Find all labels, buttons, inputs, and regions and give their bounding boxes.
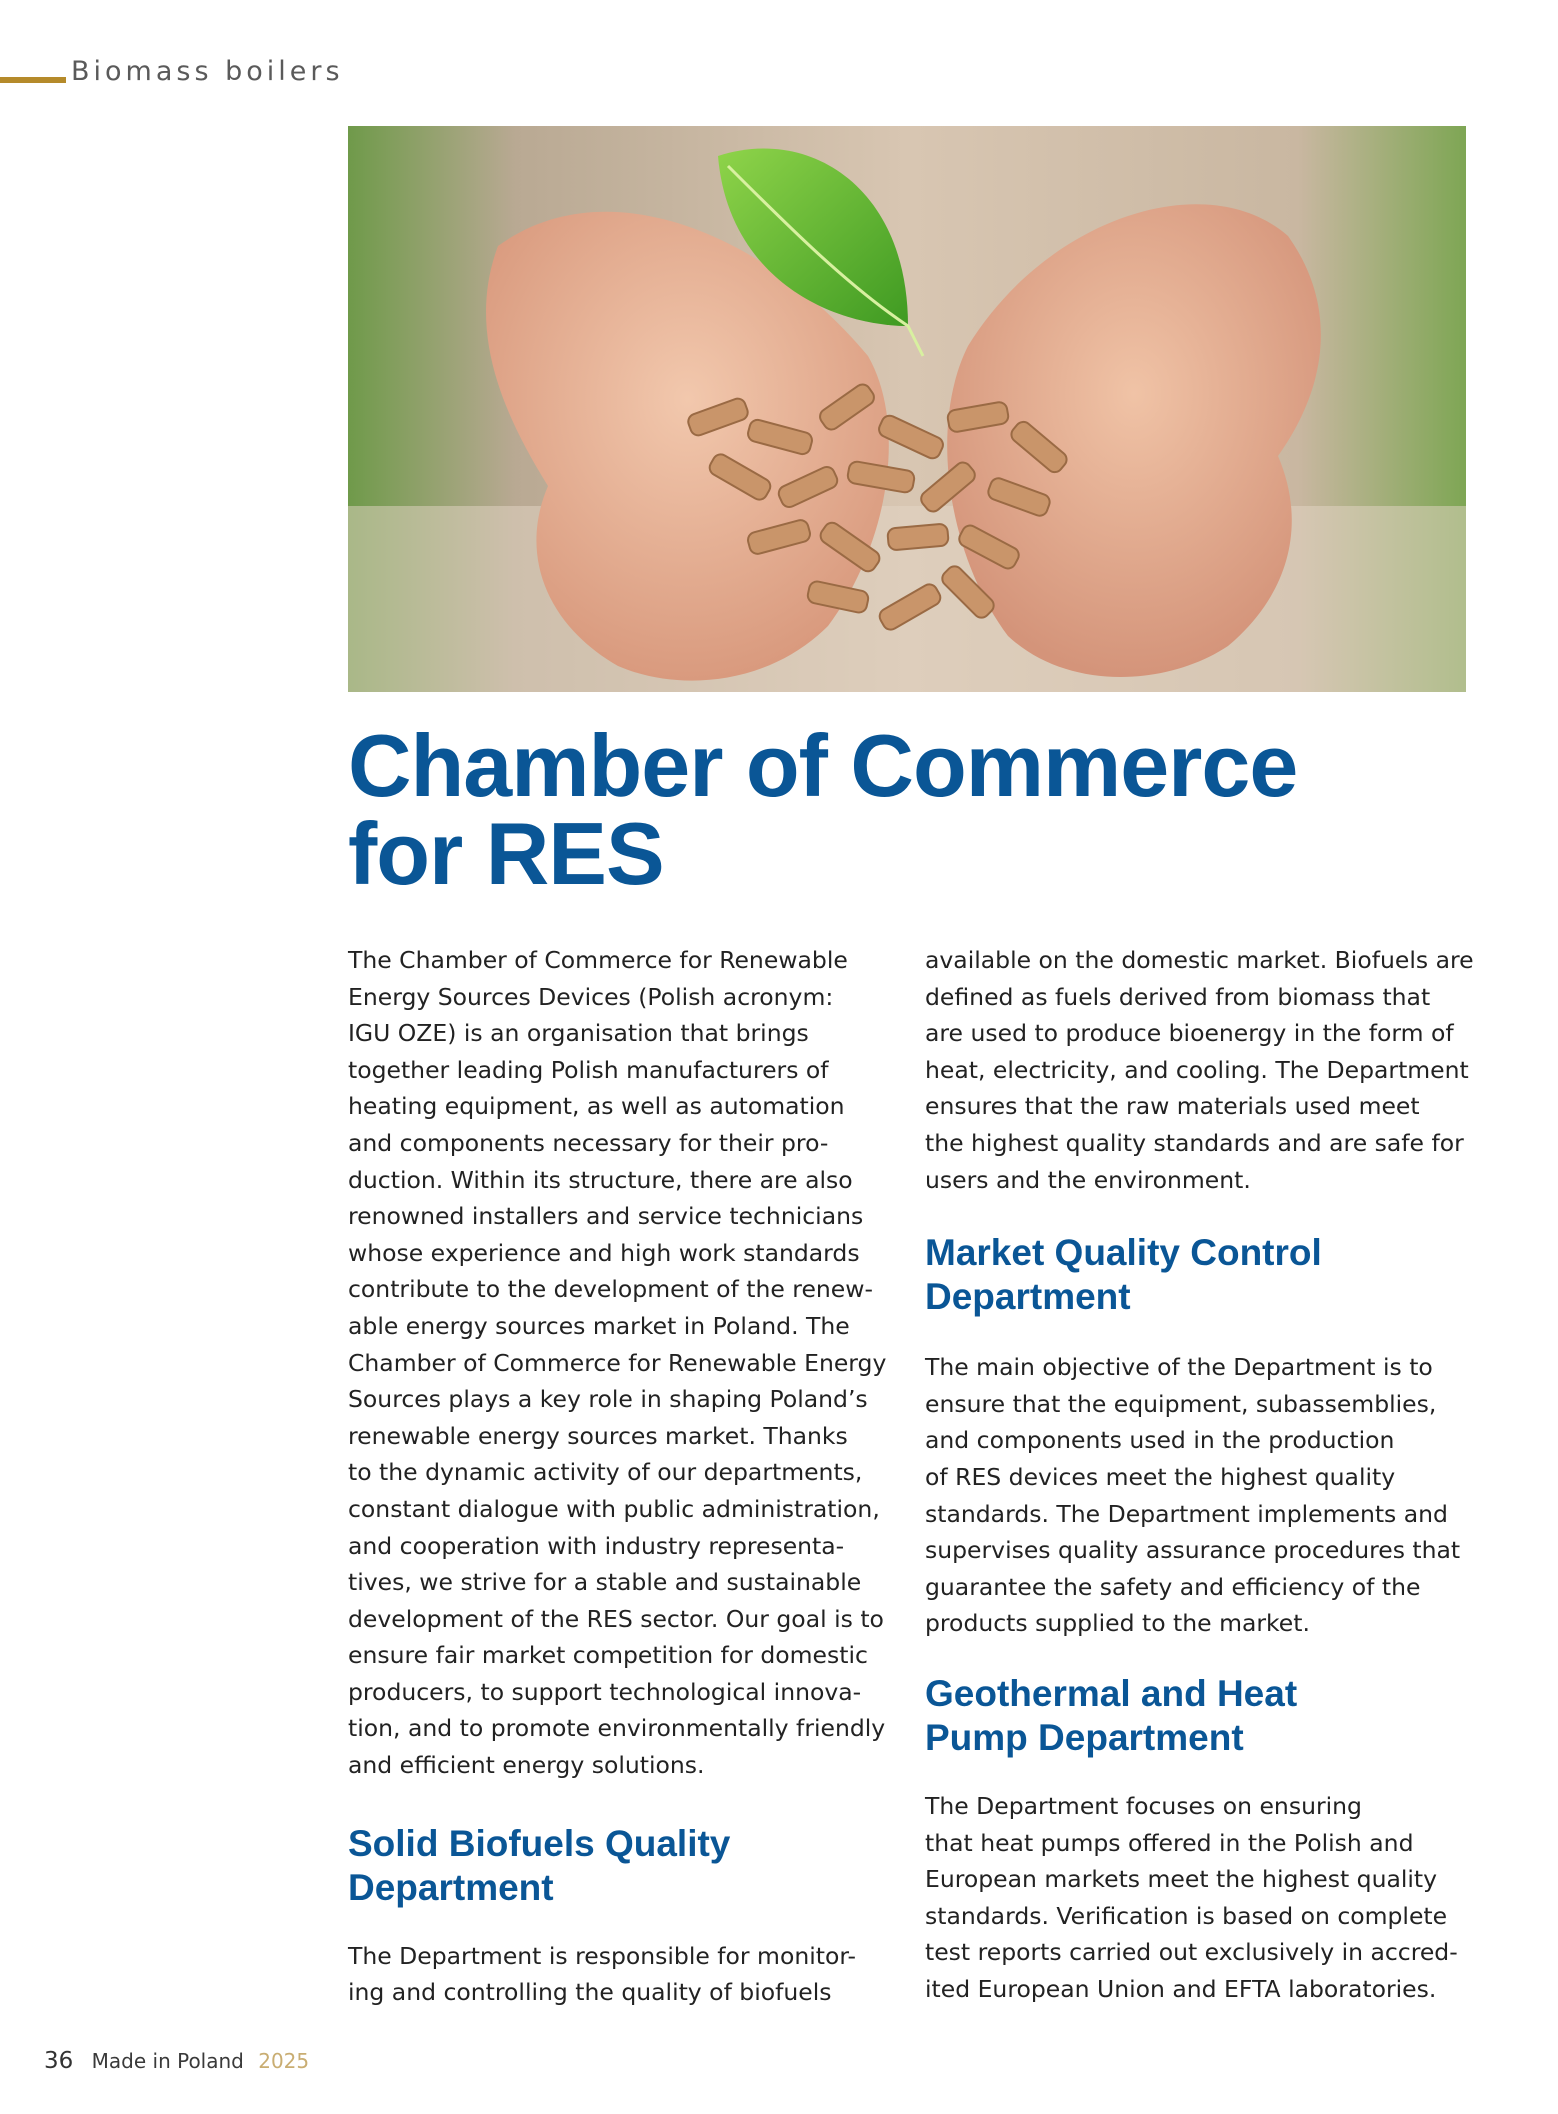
text-line: ensure that the equipment, subassemblies,: [925, 1389, 1437, 1418]
heading-line: Market Quality Control: [925, 1232, 1322, 1274]
text-line: products supplied to the market.: [925, 1609, 1310, 1638]
text-line: standards. The Department implements and: [925, 1499, 1448, 1528]
text-line: ensure fair market competition for domestic: [348, 1641, 868, 1670]
text-line: duction. Within its structure, there are also: [348, 1165, 853, 1194]
text-line: available on the domestic market. Biofuels are: [925, 946, 1474, 974]
page-footer: [44, 2048, 309, 2074]
text-line: heat, electricity, and cooling. The Department: [925, 1055, 1469, 1084]
solid-biofuels-heading: [348, 1822, 900, 1910]
hero-image: [348, 126, 1466, 692]
left-column: [348, 942, 900, 2011]
text-line: the highest quality standards and are safe for: [925, 1128, 1464, 1157]
text-line: IGU OZE) is an organisation that brings: [348, 1019, 809, 1048]
text-line: supervises quality assurance procedures that: [925, 1536, 1461, 1565]
geothermal-paragraph: [925, 1788, 1477, 2008]
heading-line: Geothermal and Heat: [925, 1672, 1298, 1714]
text-line: and cooperation with industry representa-: [348, 1531, 845, 1560]
market-quality-heading: [925, 1231, 1477, 1319]
heading-line: Department: [348, 1866, 554, 1908]
title-line-1: Chamber of Commerce: [348, 716, 1298, 815]
text-line: of RES devices meet the highest quality: [925, 1462, 1396, 1491]
text-line: renowned installers and service technicians: [348, 1202, 864, 1231]
publication-name: Made in Poland: [91, 2049, 244, 2073]
text-line: standards. Verification is based on complete: [925, 1901, 1448, 1930]
heading-line: Solid Biofuels Quality: [348, 1822, 731, 1864]
text-line: and components necessary for their pro-: [348, 1128, 829, 1157]
market-quality-paragraph: [925, 1349, 1477, 1642]
biofuels-continued-paragraph: [925, 942, 1477, 1198]
text-line: development of the RES sector. Our goal is to: [348, 1604, 884, 1633]
section-label: Biomass boilers: [71, 56, 344, 87]
heading-line: Department: [925, 1276, 1131, 1318]
text-line: and efficient energy solutions.: [348, 1751, 705, 1780]
text-line: users and the environment.: [925, 1165, 1251, 1194]
publication-year: 2025: [258, 2049, 310, 2073]
text-line: ited European Union and EFTA laboratories.: [925, 1974, 1437, 2003]
text-line: whose experience and high work standards: [348, 1238, 860, 1267]
title-line-2: for RES: [348, 804, 664, 903]
text-line: tives, we strive for a stable and sustainable: [348, 1568, 862, 1597]
heading-line: Pump Department: [925, 1716, 1244, 1758]
text-line: are used to produce bioenergy in the form of: [925, 1019, 1454, 1048]
text-line: to the dynamic activity of our departments,: [348, 1458, 863, 1487]
text-line: ing and controlling the quality of biofuels: [348, 1978, 832, 2007]
text-line: producers, to support technological innova-: [348, 1677, 862, 1706]
text-line: defined as fuels derived from biomass that: [925, 982, 1431, 1011]
text-line: ensures that the raw materials used meet: [925, 1092, 1420, 1121]
text-line: The Department focuses on ensuring: [925, 1791, 1362, 1820]
text-line: The main objective of the Department is to: [925, 1353, 1433, 1382]
page-number: 36: [44, 2048, 74, 2074]
text-line: able energy sources market in Poland. The: [348, 1311, 850, 1340]
text-line: European markets meet the highest quality: [925, 1865, 1438, 1894]
text-line: together leading Polish manufacturers of: [348, 1055, 829, 1084]
text-line: Sources plays a key role in shaping Poland’s: [348, 1385, 868, 1414]
solid-biofuels-paragraph: [348, 1938, 900, 2011]
text-line: renewable energy sources market. Thanks: [348, 1421, 848, 1450]
text-line: constant dialogue with public administration,: [348, 1494, 880, 1523]
text-line: The Department is responsible for monitor-: [348, 1941, 856, 1970]
text-line: guarantee the safety and efficiency of the: [925, 1572, 1421, 1601]
text-line: Energy Sources Devices (Polish acronym:: [348, 982, 834, 1011]
text-line: Chamber of Commerce for Renewable Energy: [348, 1348, 887, 1377]
text-line: The Chamber of Commerce for Renewable: [348, 946, 848, 974]
page-title: [348, 716, 1448, 903]
geothermal-heading: [925, 1672, 1477, 1760]
intro-paragraph: [348, 942, 900, 1784]
text-line: test reports carried out exclusively in accred-: [925, 1938, 1458, 1967]
text-line: and components used in the production: [925, 1426, 1395, 1455]
text-line: contribute to the development of the renew-: [348, 1275, 873, 1304]
header-accent-rule: [0, 77, 66, 83]
text-line: tion, and to promote environmentally friendly: [348, 1714, 886, 1743]
hands-pellets-leaf-icon: [348, 126, 1466, 692]
right-column: [925, 942, 1477, 2007]
text-line: heating equipment, as well as automation: [348, 1092, 845, 1121]
text-line: that heat pumps offered in the Polish and: [925, 1828, 1414, 1857]
